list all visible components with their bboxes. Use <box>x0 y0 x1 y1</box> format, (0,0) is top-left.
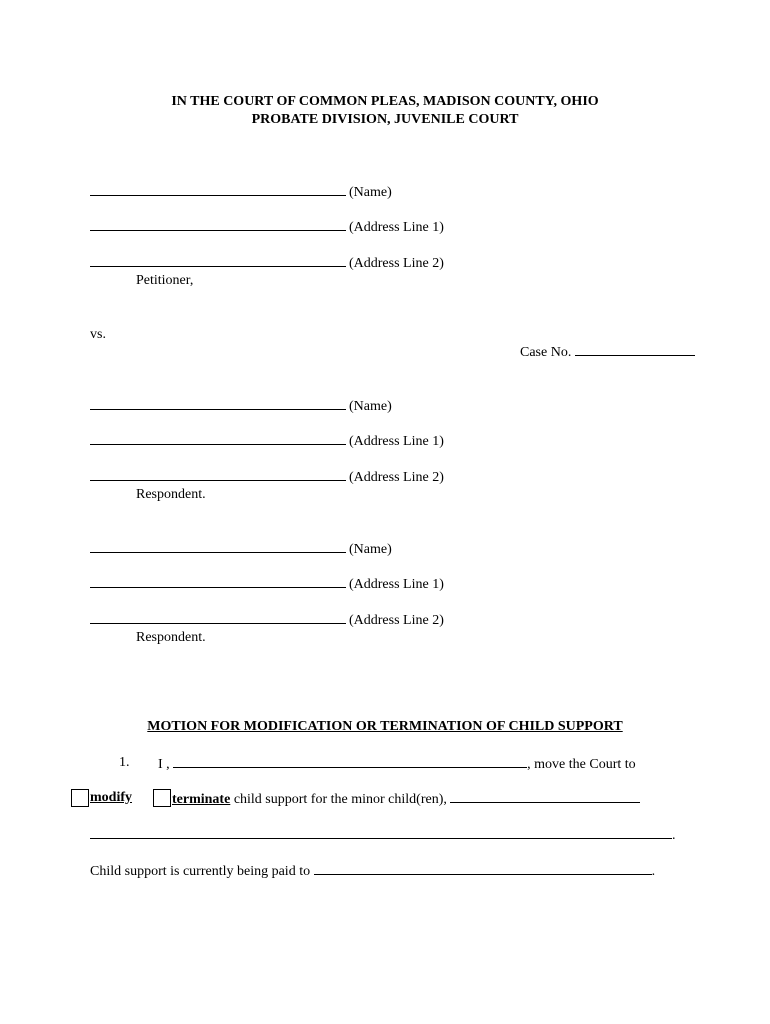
respondent2-address1-label: (Address Line 1) <box>349 577 444 592</box>
modify-label: modify <box>90 790 132 805</box>
motion-title: MOTION FOR MODIFICATION OR TERMINATION OF CHILD SUPPORT <box>147 719 623 734</box>
petitioner-address1-field[interactable] <box>90 218 346 231</box>
children-field[interactable] <box>450 790 640 803</box>
support-row <box>172 790 640 808</box>
division-heading: PROBATE DIVISION, JUVENILE COURT <box>251 112 519 127</box>
respondent2-address2-field[interactable] <box>90 611 346 624</box>
respondent2-name-label: (Name) <box>349 542 392 557</box>
paid-to-row <box>90 862 655 880</box>
respondent2-name-field[interactable] <box>90 540 346 553</box>
respondent2-name-row <box>90 540 392 558</box>
movant-i-label: I , <box>158 757 170 772</box>
petitioner-address1-row <box>90 218 444 236</box>
court-heading: IN THE COURT OF COMMON PLEAS, MADISON COUNTY, OHIO <box>171 94 599 109</box>
terminate-label: terminate <box>172 792 231 807</box>
case-number-label: Case No. <box>520 345 572 360</box>
continuation-period: . <box>672 828 676 843</box>
respondent1-address1-row <box>90 432 444 450</box>
terminate-checkbox[interactable] <box>153 789 171 807</box>
case-number-row <box>520 343 695 361</box>
respondent2-address1-field[interactable] <box>90 575 346 588</box>
respondent1-name-label: (Name) <box>349 399 392 414</box>
children-continuation-row <box>90 826 676 844</box>
children-continuation-field[interactable] <box>90 826 672 839</box>
respondent2-address2-row <box>90 611 444 629</box>
respondent1-address2-label: (Address Line 2) <box>349 470 444 485</box>
support-text: child support for the minor child(ren), <box>233 792 447 807</box>
respondent1-address2-row <box>90 468 444 486</box>
respondent2-address1-row <box>90 575 444 593</box>
versus-label: vs. <box>90 327 106 342</box>
item-number: 1. <box>119 755 130 770</box>
petitioner-address1-label: (Address Line 1) <box>349 220 444 235</box>
paid-to-period: . <box>651 864 656 879</box>
petitioner-role: Petitioner, <box>136 273 194 288</box>
petitioner-address2-row <box>90 254 444 272</box>
petitioner-name-field[interactable] <box>90 183 346 196</box>
respondent1-name-row <box>90 397 392 415</box>
respondent2-address2-label: (Address Line 2) <box>349 613 444 628</box>
respondent1-name-field[interactable] <box>90 397 346 410</box>
paid-to-field[interactable] <box>314 862 652 875</box>
respondent1-role: Respondent. <box>136 487 206 502</box>
move-court-text: , move the Court to <box>527 757 636 772</box>
respondent1-address1-field[interactable] <box>90 432 346 445</box>
modify-checkbox[interactable] <box>71 789 89 807</box>
movant-name-field[interactable] <box>173 755 527 768</box>
respondent2-role: Respondent. <box>136 630 206 645</box>
petitioner-address2-label: (Address Line 2) <box>349 256 444 271</box>
paid-to-text: Child support is currently being paid to <box>90 864 311 879</box>
petitioner-address2-field[interactable] <box>90 254 346 267</box>
case-number-field[interactable] <box>575 343 695 356</box>
movant-row <box>158 755 636 773</box>
respondent1-address1-label: (Address Line 1) <box>349 434 444 449</box>
petitioner-name-label: (Name) <box>349 185 392 200</box>
petitioner-name-row <box>90 183 392 201</box>
respondent1-address2-field[interactable] <box>90 468 346 481</box>
